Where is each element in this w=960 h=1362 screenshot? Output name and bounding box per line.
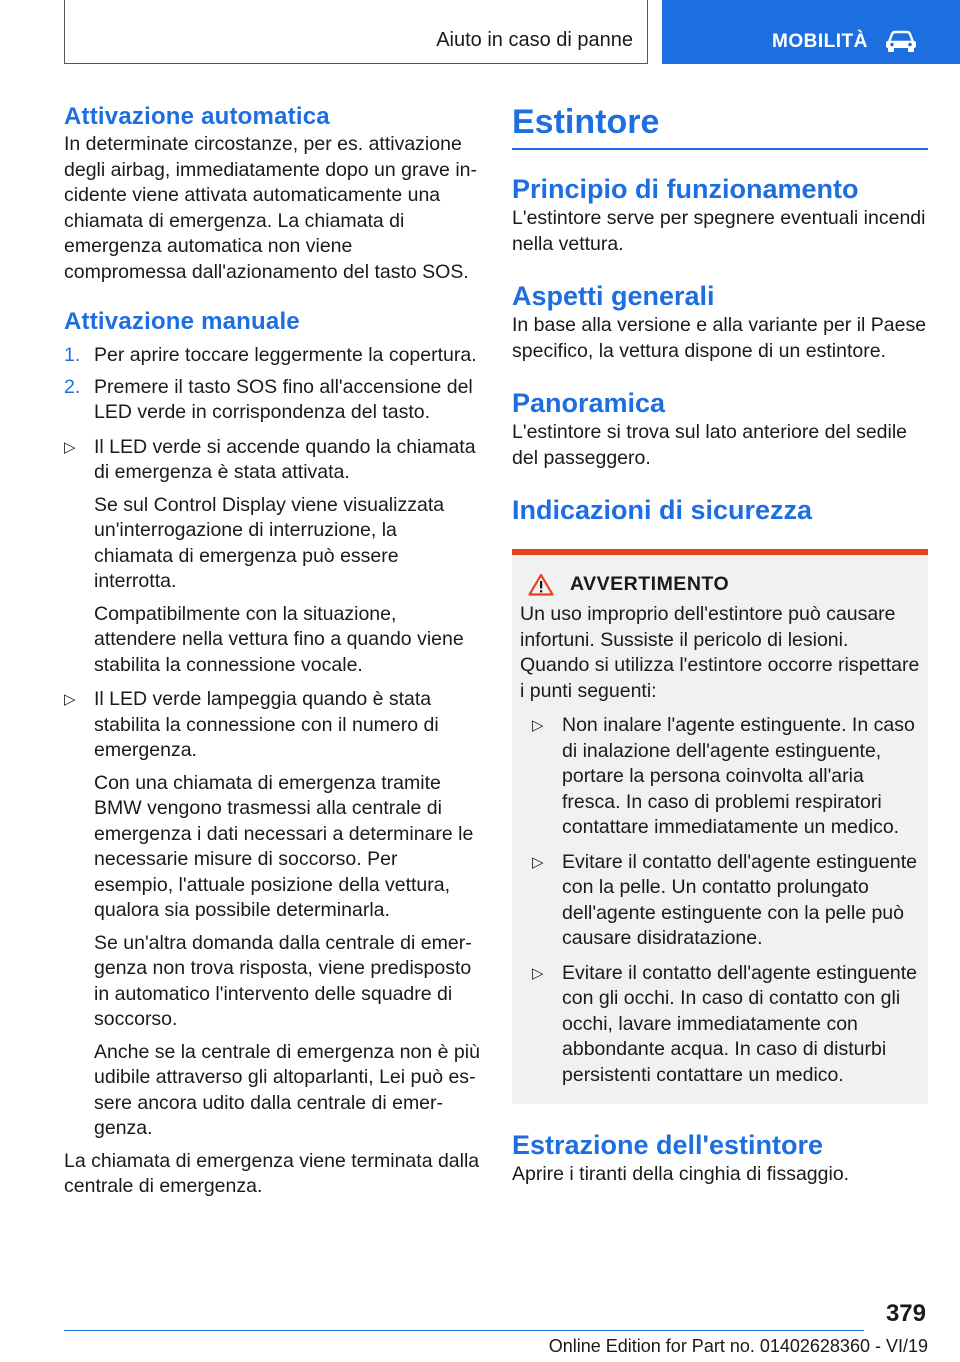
- section-title: MOBILITÀ: [772, 31, 868, 52]
- triangle-bullet-icon: ▷: [64, 691, 76, 708]
- step-number: 1.: [64, 344, 81, 366]
- overview-text: L'estintore si trova sul lato anteriore del sedile del passeggero.: [512, 421, 908, 469]
- list-item: [520, 713, 920, 841]
- warning-item-text: Evitare il contatto dell'agente estinguente con la pelle. Un contatto prolungato dell'agente estinguente con la pelle può causare disidratazione.: [562, 850, 917, 949]
- bullet-text: Con una chiamata di emergenza tramite BMW vengono trasmessi alla centrale di emergenza i dati necessari a determinare le necessarie misure di soccorso. Per esempio, l'attuale posizione della vettura, qualora sia possibile determinarla.: [94, 771, 474, 921]
- closing-text: La chiamata di emergenza viene terminata dalla centrale di emergenza.: [64, 1149, 480, 1197]
- triangle-bullet-icon: ▷: [64, 438, 76, 456]
- list-item: [520, 961, 920, 1089]
- general-heading: Aspetti generali: [512, 281, 715, 311]
- bullet-text: Il LED verde si accende quando la chiamata di emergenza è stata attivata.: [94, 435, 476, 483]
- bullet-text: Se sul Control Display viene visualizzata un'interrogazione di interruzione, la chiamata di emergenza può essere interrotta.: [94, 493, 445, 592]
- principle-heading: Principio di funzionamento: [512, 174, 859, 204]
- triangle-bullet-icon: ▷: [532, 853, 544, 871]
- triangle-bullet-icon: ▷: [532, 717, 544, 734]
- chapter-header: [64, 0, 648, 64]
- list-item: [64, 435, 480, 679]
- auto-activation-heading: Attivazione automatica: [64, 103, 330, 130]
- footer-divider: [64, 1330, 864, 1331]
- extract-heading: Estrazione dell'estintore: [512, 1130, 824, 1160]
- left-column: [64, 102, 480, 1200]
- section-tab: [662, 0, 960, 64]
- warning-text: Un uso improprio dell'estintore può causare infortuni. Sussiste il pericolo di lesioni. Quando si utilizza l'estintore occorre rispettare i punti seguenti:: [520, 603, 920, 702]
- bullet-text: Anche se la centrale di emergenza non è più udibile attraverso gli altoparlanti, Lei può essere ancora udito dalla centrale di emergenza.: [94, 1040, 480, 1139]
- safety-heading: Indicazioni di sicurezza: [512, 495, 813, 525]
- warning-box: [512, 549, 928, 1104]
- warning-title: AVVERTIMENTO: [570, 573, 730, 595]
- bullet-text: Compatibilmente con la situazione, attendere nella vettura fino a quando viene stabilita la connessione vocale.: [94, 602, 464, 676]
- page-title: Estintore: [512, 103, 660, 141]
- extract-text: Aprire i tiranti della cinghia di fissaggio.: [512, 1163, 850, 1185]
- bullet-text: Se un'altra domanda dalla centrale di emergenza non trova risposta, viene predisposto in automatico l'intervento delle squadre di soccorso.: [94, 931, 472, 1030]
- bullet-text: Il LED verde lampeggia quando è stata stabilita la connessione con il numero di emergenza.: [94, 688, 439, 761]
- step-text: Per aprire toccare leggermente la copertura.: [94, 344, 477, 366]
- list-item: [64, 375, 480, 426]
- auto-activation-text: In determinate circostanze, per es. attivazione degli airbag, immediatamente dopo un grave incidente viene attivata automaticamente una chiamata di emergenza. La chiamata di emergenza automatica non viene compromessa dall'azionamento del tasto SOS.: [64, 133, 478, 283]
- manual-activation-heading: Attivazione manuale: [64, 308, 300, 335]
- step-number: 2.: [64, 375, 81, 398]
- general-text: In base alla versione e alla variante per il Paese specifico, la vettura dispone di un estintore.: [512, 314, 927, 362]
- right-column: [512, 102, 928, 1188]
- edition-footer: Online Edition for Part no. 01402628360 - VI/19: [548, 1336, 928, 1356]
- warning-triangle-icon: [528, 573, 554, 596]
- chapter-title: Aiuto in caso di panne: [436, 29, 633, 51]
- warning-header: [528, 573, 920, 596]
- step-text: Premere il tasto SOS fino all'accensione del LED verde in corrispondenza del tasto.: [94, 375, 473, 423]
- principle-text: L'estintore serve per spegnere eventuali incendi nella vettura.: [512, 207, 926, 255]
- warning-item-text: Non inalare l'agente estinguente. In caso di inalazione dell'agente estinguente, portare la persona coinvolta all'aria fresca. In caso di problemi respiratori contattare immediatamente un medico.: [562, 714, 915, 838]
- overview-heading: Panoramica: [512, 388, 666, 418]
- list-item: [520, 850, 920, 952]
- warning-item-text: Evitare il contatto dell'agente estinguente con gli occhi. In caso di contatto con gli occhi, lavare immediatamente con abbondante acqua. In caso di disturbi persistenti contattare un medico.: [562, 961, 917, 1086]
- main-title-block: [512, 102, 928, 150]
- page-number: 379: [885, 1300, 926, 1327]
- list-item: [64, 687, 480, 1142]
- car-icon: [884, 30, 918, 52]
- triangle-bullet-icon: ▷: [532, 964, 544, 982]
- list-item: [64, 343, 480, 369]
